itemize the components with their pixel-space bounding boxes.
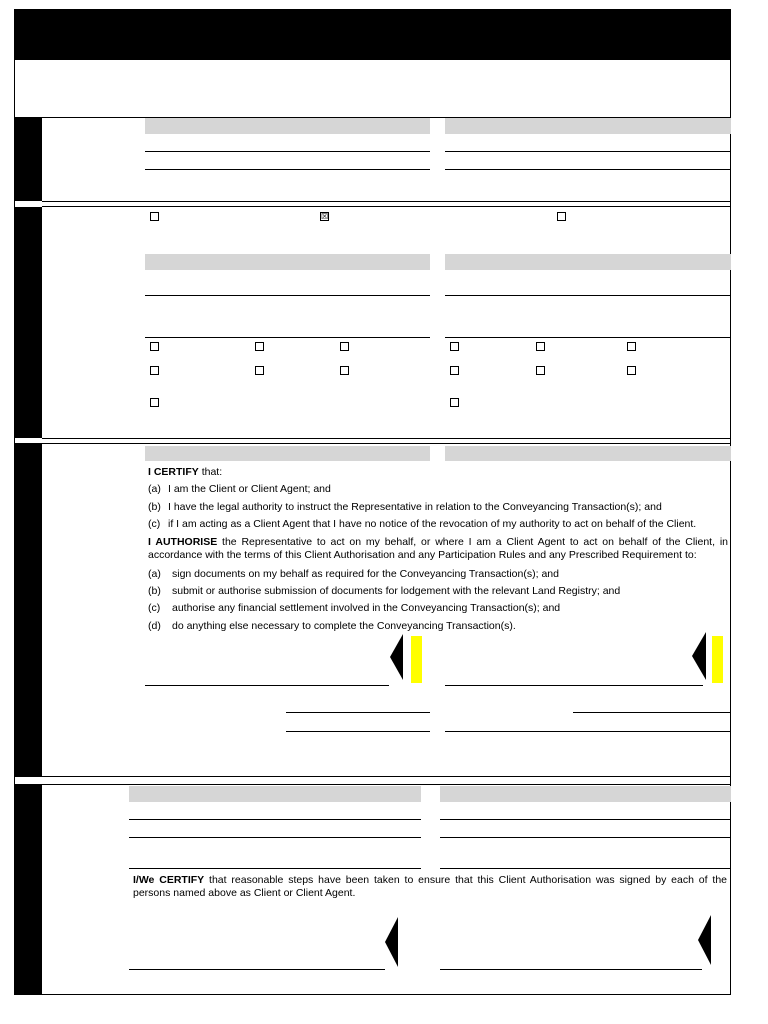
authorise-item bbox=[148, 568, 728, 581]
section-separator bbox=[42, 206, 731, 207]
header-bar bbox=[14, 9, 731, 60]
item-label: (b) bbox=[148, 501, 161, 513]
item-label: (c) bbox=[148, 518, 161, 530]
authorise-item bbox=[148, 585, 728, 598]
section-4-field-line[interactable] bbox=[129, 868, 421, 869]
checkbox[interactable] bbox=[150, 212, 159, 221]
checkbox[interactable] bbox=[150, 342, 159, 351]
authorise-item bbox=[148, 620, 728, 633]
checkbox-checked[interactable]: ☒ bbox=[321, 212, 329, 221]
section-separator bbox=[42, 438, 731, 439]
checkbox[interactable] bbox=[150, 398, 159, 407]
item-text: if I am acting as a Client Agent that I have no notice of the revocation of my authority to act on behalf of the Client. bbox=[168, 518, 697, 530]
field-line[interactable] bbox=[286, 712, 430, 713]
checkbox[interactable] bbox=[450, 398, 459, 407]
checkbox[interactable] bbox=[627, 342, 636, 351]
section-1-field-line[interactable] bbox=[145, 151, 430, 152]
section-4-field-line[interactable] bbox=[440, 868, 731, 869]
signature-line[interactable] bbox=[440, 969, 702, 970]
signature-line[interactable] bbox=[445, 685, 703, 686]
signature-line[interactable] bbox=[129, 969, 385, 970]
checkbox[interactable] bbox=[255, 342, 264, 351]
section-4-field-header-right[interactable] bbox=[440, 786, 731, 802]
sign-here-arrow-icon bbox=[698, 915, 711, 965]
certify-intro-text: that: bbox=[201, 466, 223, 478]
section-1-field-header-right[interactable] bbox=[445, 118, 731, 134]
item-text: I am the Client or Client Agent; and bbox=[168, 483, 331, 495]
item-text: authorise any financial settlement involved in the Conveyancing Transaction(s); and bbox=[172, 602, 561, 614]
field-line[interactable] bbox=[445, 731, 731, 732]
section-4-field-line[interactable] bbox=[129, 837, 421, 838]
signature-line[interactable] bbox=[145, 685, 389, 686]
section-separator bbox=[42, 201, 731, 202]
section-3-field-header-right[interactable] bbox=[445, 446, 731, 461]
authorise-text: the Representative to act on my behalf, or where I am a Client Agent to act on behalf of the Client, in accordance with the terms of this Client Authorisation and any Participation Rules and any Prescribed Requirement to: bbox=[148, 536, 729, 561]
sign-here-arrow-icon bbox=[390, 634, 403, 680]
field-line[interactable] bbox=[286, 731, 430, 732]
section-2-field-header-right[interactable] bbox=[445, 254, 731, 270]
section-2-field-line[interactable] bbox=[145, 337, 430, 338]
section-separator bbox=[42, 443, 731, 444]
section-1-field-line[interactable] bbox=[445, 169, 731, 170]
we-certify-text: that reasonable steps have been taken to ensure that this Client Authorisation was signed by each of the persons named above as Client or Client Agent. bbox=[133, 874, 727, 899]
section-4-field-line[interactable] bbox=[129, 819, 421, 820]
authorise-item bbox=[148, 602, 728, 615]
item-label: (c) bbox=[148, 602, 161, 614]
certify-item bbox=[148, 501, 728, 514]
checkbox[interactable] bbox=[557, 212, 566, 221]
checkbox[interactable] bbox=[450, 366, 459, 375]
item-text: do anything else necessary to complete the Conveyancing Transaction(s). bbox=[172, 620, 516, 632]
section-separator bbox=[14, 784, 731, 785]
sign-here-arrow-icon bbox=[385, 917, 398, 967]
section-2-field-line[interactable] bbox=[445, 295, 731, 296]
item-text: I have the legal authority to instruct the Representative in relation to the Conveyancing Transaction(s); and bbox=[168, 501, 662, 513]
item-label: (d) bbox=[148, 620, 161, 632]
section-1-field-line[interactable] bbox=[145, 169, 430, 170]
certify-item bbox=[148, 518, 728, 531]
checkbox[interactable] bbox=[450, 342, 459, 351]
section-2-field-line[interactable] bbox=[145, 295, 430, 296]
sign-here-highlight bbox=[411, 636, 422, 683]
checkbox[interactable] bbox=[255, 366, 264, 375]
section-separator bbox=[14, 776, 731, 777]
we-certify-paragraph bbox=[133, 874, 727, 900]
section-3-field-header-left[interactable] bbox=[145, 446, 430, 461]
checkbox[interactable] bbox=[150, 366, 159, 375]
section-2-field-header-left[interactable] bbox=[145, 254, 430, 270]
section-4-field-line[interactable] bbox=[440, 819, 731, 820]
item-label: (a) bbox=[148, 483, 161, 495]
certify-intro bbox=[148, 466, 728, 479]
field-line[interactable] bbox=[573, 712, 731, 713]
section-4-field-header-left[interactable] bbox=[129, 786, 421, 802]
authorise-heading: I AUTHORISE bbox=[148, 536, 218, 548]
section-1-field-header-left[interactable] bbox=[145, 118, 430, 134]
checkbox[interactable] bbox=[340, 342, 349, 351]
checkbox[interactable] bbox=[340, 366, 349, 375]
section-4-field-line[interactable] bbox=[440, 837, 731, 838]
certify-heading: I CERTIFY bbox=[148, 466, 199, 478]
section-2-field-line[interactable] bbox=[445, 337, 731, 338]
certify-item bbox=[148, 483, 728, 496]
item-label: (a) bbox=[148, 568, 161, 580]
checkbox[interactable] bbox=[536, 342, 545, 351]
section-2-sidebar bbox=[14, 207, 42, 438]
checkbox[interactable] bbox=[536, 366, 545, 375]
sign-here-highlight bbox=[712, 636, 723, 683]
we-certify-heading: I/We CERTIFY bbox=[133, 874, 205, 886]
section-1-sidebar bbox=[14, 118, 42, 201]
item-text: submit or authorise submission of documents for lodgement with the relevant Land Registry; and bbox=[172, 585, 621, 597]
authorise-paragraph bbox=[148, 536, 728, 562]
item-text: sign documents on my behalf as required for the Conveyancing Transaction(s); and bbox=[172, 568, 559, 580]
sign-here-arrow-icon bbox=[692, 632, 706, 680]
item-label: (b) bbox=[148, 585, 161, 597]
section-1-field-line[interactable] bbox=[445, 151, 731, 152]
section-4-sidebar bbox=[14, 785, 42, 994]
checkbox[interactable] bbox=[627, 366, 636, 375]
section-3-sidebar bbox=[14, 443, 42, 776]
